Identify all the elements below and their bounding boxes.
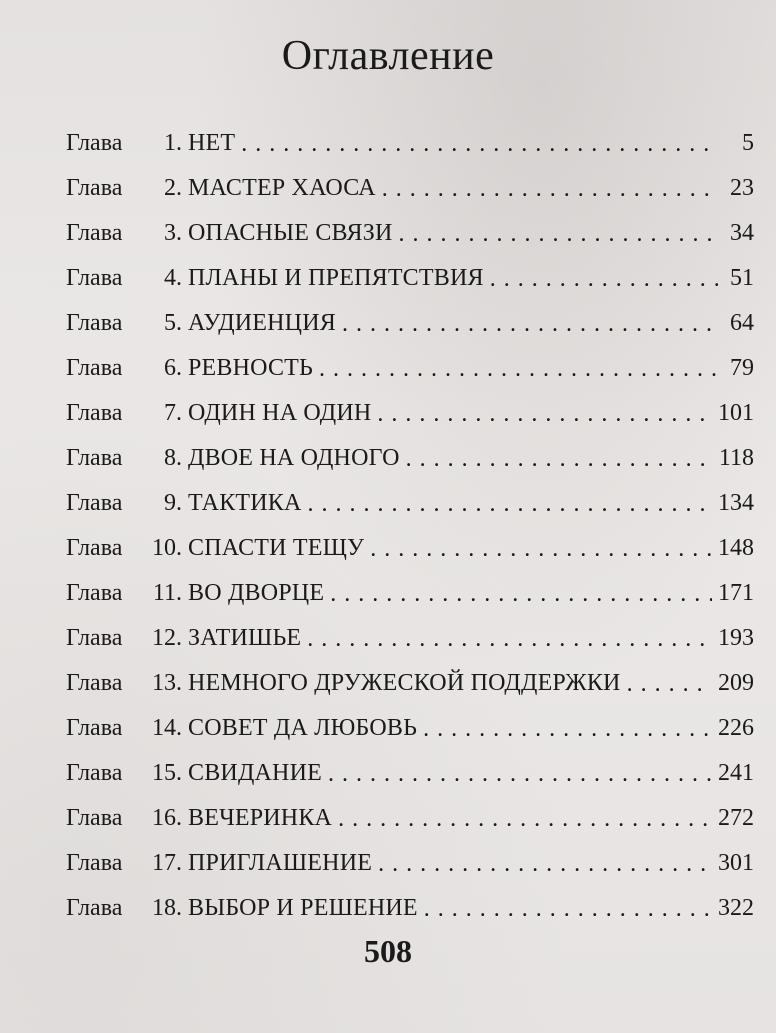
chapter-title: ПЛАНЫ И ПРЕПЯТСТВИЯ	[188, 265, 484, 291]
chapter-label	[66, 211, 186, 256]
chapter-word: Глава	[66, 895, 123, 921]
toc-entry	[66, 346, 754, 391]
chapter-title: СОВЕТ ДА ЛЮБОВЬ	[188, 715, 418, 741]
dot-leader	[308, 492, 712, 516]
chapter-label	[66, 526, 186, 571]
chapter-title: ПРИГЛАШЕНИЕ	[188, 850, 373, 876]
chapter-number: 16.	[152, 805, 182, 831]
chapter-number: 18.	[152, 895, 182, 921]
table-of-contents	[66, 121, 754, 931]
toc-entry	[66, 841, 754, 886]
chapter-page-number: 23	[730, 175, 754, 201]
chapter-page-number: 5	[742, 130, 754, 156]
chapter-page-number: 272	[718, 805, 754, 831]
chapter-label	[66, 346, 186, 391]
chapter-page-number: 209	[718, 670, 754, 696]
toc-entry	[66, 391, 754, 436]
chapter-word: Глава	[66, 715, 123, 741]
chapter-page-number: 34	[730, 220, 754, 246]
chapter-label	[66, 751, 186, 796]
chapter-number: 6.	[164, 355, 182, 381]
dot-leader	[424, 897, 712, 921]
chapter-label	[66, 166, 186, 211]
chapter-number: 4.	[164, 265, 182, 291]
chapter-word: Глава	[66, 175, 123, 201]
chapter-page-number: 171	[718, 580, 754, 606]
chapter-number: 12.	[152, 625, 182, 651]
chapter-label	[66, 841, 186, 886]
dot-leader	[406, 447, 713, 471]
chapter-label	[66, 121, 186, 166]
chapter-page-number: 64	[730, 310, 754, 336]
dot-leader	[241, 132, 718, 156]
dot-leader	[307, 627, 712, 651]
dot-leader	[490, 267, 718, 291]
chapter-page-number: 134	[718, 490, 754, 516]
chapter-number: 2.	[164, 175, 182, 201]
chapter-number: 7.	[164, 400, 182, 426]
chapter-label	[66, 796, 186, 841]
chapter-word: Глава	[66, 670, 123, 696]
chapter-word: Глава	[66, 625, 123, 651]
chapter-number: 11.	[152, 580, 182, 606]
chapter-number: 15.	[152, 760, 182, 786]
chapter-title: СПАСТИ ТЕЩУ	[188, 535, 365, 561]
dot-leader	[330, 582, 712, 606]
chapter-label	[66, 616, 186, 661]
chapter-label	[66, 391, 186, 436]
toc-entry	[66, 481, 754, 526]
chapter-title: АУДИЕНЦИЯ	[188, 310, 336, 336]
toc-entry	[66, 616, 754, 661]
dot-leader	[338, 807, 712, 831]
chapter-word: Глава	[66, 445, 123, 471]
chapter-word: Глава	[66, 580, 123, 606]
dot-leader	[382, 177, 718, 201]
chapter-title: СВИДАНИЕ	[188, 760, 322, 786]
chapter-number: 1.	[164, 130, 182, 156]
chapter-word: Глава	[66, 805, 123, 831]
chapter-label	[66, 571, 186, 616]
chapter-page-number: 51	[730, 265, 754, 291]
page-title: Оглавление	[281, 33, 495, 79]
chapter-number: 8.	[164, 445, 182, 471]
toc-entry	[66, 436, 754, 481]
chapter-word: Глава	[66, 220, 123, 246]
chapter-label	[66, 301, 186, 346]
dot-leader	[342, 312, 718, 336]
chapter-word: Глава	[66, 400, 123, 426]
chapter-label	[66, 661, 186, 706]
chapter-title: ДВОЕ НА ОДНОГО	[188, 445, 400, 471]
chapter-title: ВЫБОР И РЕШЕНИЕ	[188, 895, 418, 921]
chapter-number: 14.	[152, 715, 182, 741]
toc-entry	[66, 121, 754, 166]
dot-leader	[328, 762, 712, 786]
chapter-word: Глава	[66, 760, 123, 786]
chapter-page-number: 79	[730, 355, 754, 381]
toc-entry	[66, 886, 754, 931]
chapter-word: Глава	[66, 535, 123, 561]
chapter-title: НЕМНОГО ДРУЖЕСКОЙ ПОДДЕРЖКИ	[188, 670, 621, 696]
dot-leader	[370, 537, 712, 561]
dot-leader	[627, 672, 712, 696]
toc-entry	[66, 166, 754, 211]
chapter-number: 5.	[164, 310, 182, 336]
chapter-word: Глава	[66, 355, 123, 381]
chapter-title: ОПАСНЫЕ СВЯЗИ	[188, 220, 393, 246]
dot-leader	[377, 402, 712, 426]
chapter-number: 17.	[152, 850, 182, 876]
chapter-number: 9.	[164, 490, 182, 516]
dot-leader	[319, 357, 718, 381]
chapter-number: 3.	[164, 220, 182, 246]
chapter-label	[66, 436, 186, 481]
chapter-title: НЕТ	[188, 130, 236, 156]
page-number: 508	[364, 933, 412, 969]
chapter-title: ВЕЧЕРИНКА	[188, 805, 333, 831]
chapter-page-number: 148	[718, 535, 754, 561]
dot-leader	[423, 717, 712, 741]
chapter-number: 10.	[152, 535, 182, 561]
chapter-label	[66, 481, 186, 526]
dot-leader	[399, 222, 718, 246]
chapter-page-number: 301	[718, 850, 754, 876]
chapter-title: ТАКТИКА	[188, 490, 302, 516]
chapter-title: РЕВНОСТЬ	[188, 355, 314, 381]
chapter-label	[66, 706, 186, 751]
chapter-title: ОДИН НА ОДИН	[188, 400, 372, 426]
toc-entry	[66, 256, 754, 301]
chapter-page-number: 241	[718, 760, 754, 786]
chapter-title: ВО ДВОРЦЕ	[188, 580, 325, 606]
toc-entry	[66, 211, 754, 256]
toc-entry	[66, 751, 754, 796]
toc-entry	[66, 526, 754, 571]
chapter-title: ЗАТИШЬЕ	[188, 625, 302, 651]
chapter-page-number: 101	[718, 400, 754, 426]
chapter-word: Глава	[66, 850, 123, 876]
chapter-page-number: 226	[718, 715, 754, 741]
toc-entry	[66, 301, 754, 346]
chapter-label	[66, 256, 186, 301]
chapter-page-number: 118	[718, 445, 754, 471]
chapter-title: МАСТЕР ХАОСА	[188, 175, 376, 201]
toc-entry	[66, 661, 754, 706]
chapter-page-number: 193	[718, 625, 754, 651]
toc-entry	[66, 706, 754, 751]
toc-entry	[66, 571, 754, 616]
chapter-word: Глава	[66, 310, 123, 336]
chapter-label	[66, 886, 186, 931]
chapter-word: Глава	[66, 265, 123, 291]
chapter-page-number: 322	[718, 895, 754, 921]
chapter-word: Глава	[66, 130, 123, 156]
chapter-word: Глава	[66, 490, 123, 516]
toc-entry	[66, 796, 754, 841]
dot-leader	[378, 852, 712, 876]
chapter-number: 13.	[152, 670, 182, 696]
